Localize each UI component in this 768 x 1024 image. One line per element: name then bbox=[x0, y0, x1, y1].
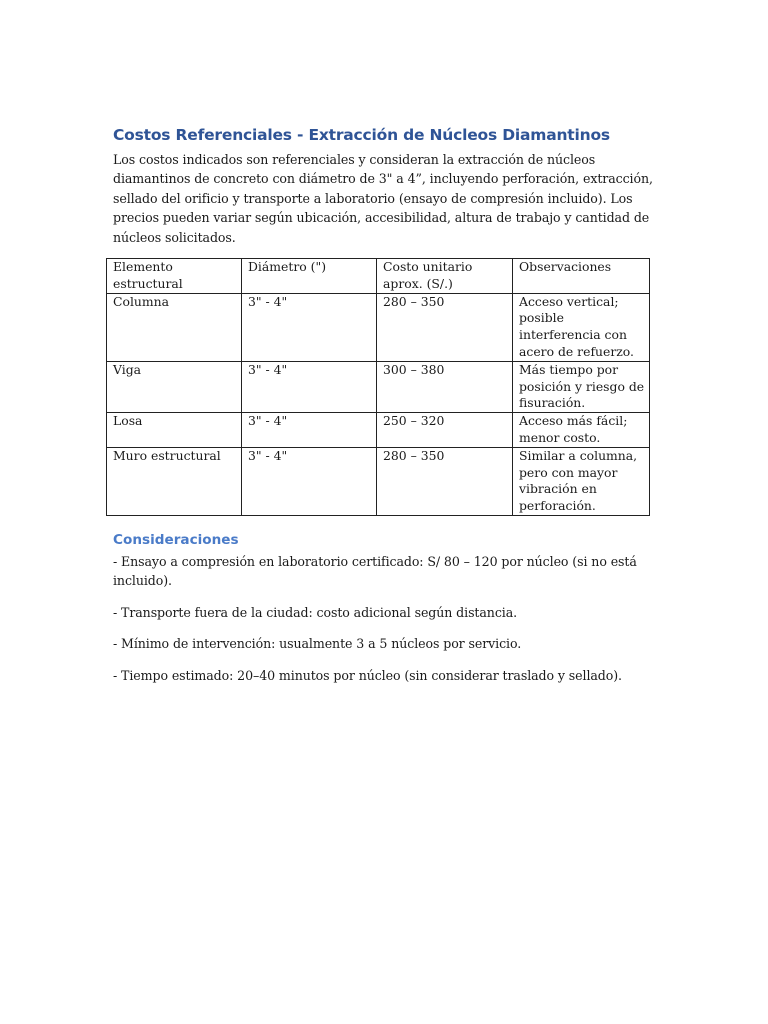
table-row bbox=[107, 293, 650, 361]
cell-diametro: 3" - 4" bbox=[242, 413, 377, 448]
consideration-item: - Ensayo a compresión en laboratorio certificado: S/ 80 – 120 por núcleo (si no está incluido). bbox=[113, 553, 637, 589]
cell-costo: 250 – 320 bbox=[377, 413, 513, 448]
cell-diametro: 3" - 4" bbox=[242, 361, 377, 412]
cell-elemento: Muro estructural bbox=[107, 447, 242, 515]
intro-paragraph: Los costos indicados son referenciales y consideran la extracción de núcleos diamantinos de concreto con diámetro de 3" a 4”, incluyendo perforación, extracción, sellado del orificio y transporte a laboratorio (ensayo de compresión incluido). Los precios pueden variar según ubicación, accesibilidad, altura de trabajo y cantidad de núcleos solicitados. bbox=[113, 152, 653, 245]
cell-costo: 280 – 350 bbox=[377, 293, 513, 361]
considerations-heading: Consideraciones bbox=[113, 531, 239, 548]
cell-observaciones: Acceso más fácil; menor costo. bbox=[513, 413, 650, 448]
cell-diametro: 3" - 4" bbox=[242, 447, 377, 515]
table-row bbox=[107, 447, 650, 515]
cell-observaciones: Más tiempo por posición y riesgo de fisuración. bbox=[513, 361, 650, 412]
costs-table bbox=[106, 258, 650, 516]
header-observaciones: Observaciones bbox=[513, 259, 650, 294]
table-row bbox=[107, 361, 650, 412]
cell-elemento: Viga bbox=[107, 361, 242, 412]
consideration-item: - Mínimo de intervención: usualmente 3 a 5 núcleos por servicio. bbox=[113, 636, 522, 652]
table-header-row bbox=[107, 259, 650, 294]
document-page bbox=[113, 124, 658, 685]
cell-diametro: 3" - 4" bbox=[242, 293, 377, 361]
cell-observaciones: Similar a columna, pero con mayor vibración en perforación. bbox=[513, 447, 650, 515]
cell-elemento: Losa bbox=[107, 413, 242, 448]
document-title: Costos Referenciales - Extracción de Núcleos Diamantinos bbox=[113, 126, 610, 144]
cell-elemento: Columna bbox=[107, 293, 242, 361]
cell-costo: 280 – 350 bbox=[377, 447, 513, 515]
header-elemento: Elemento estructural bbox=[107, 259, 242, 294]
consideration-item: - Tiempo estimado: 20–40 minutos por núcleo (sin considerar traslado y sellado). bbox=[113, 667, 622, 683]
cell-observaciones: Acceso vertical; posible interferencia con acero de refuerzo. bbox=[513, 293, 650, 361]
cell-costo: 300 – 380 bbox=[377, 361, 513, 412]
header-diametro: Diámetro (") bbox=[242, 259, 377, 294]
consideration-item: - Transporte fuera de la ciudad: costo adicional según distancia. bbox=[113, 604, 518, 620]
header-costo: Costo unitario aprox. (S/.) bbox=[377, 259, 513, 294]
table-row bbox=[107, 413, 650, 448]
